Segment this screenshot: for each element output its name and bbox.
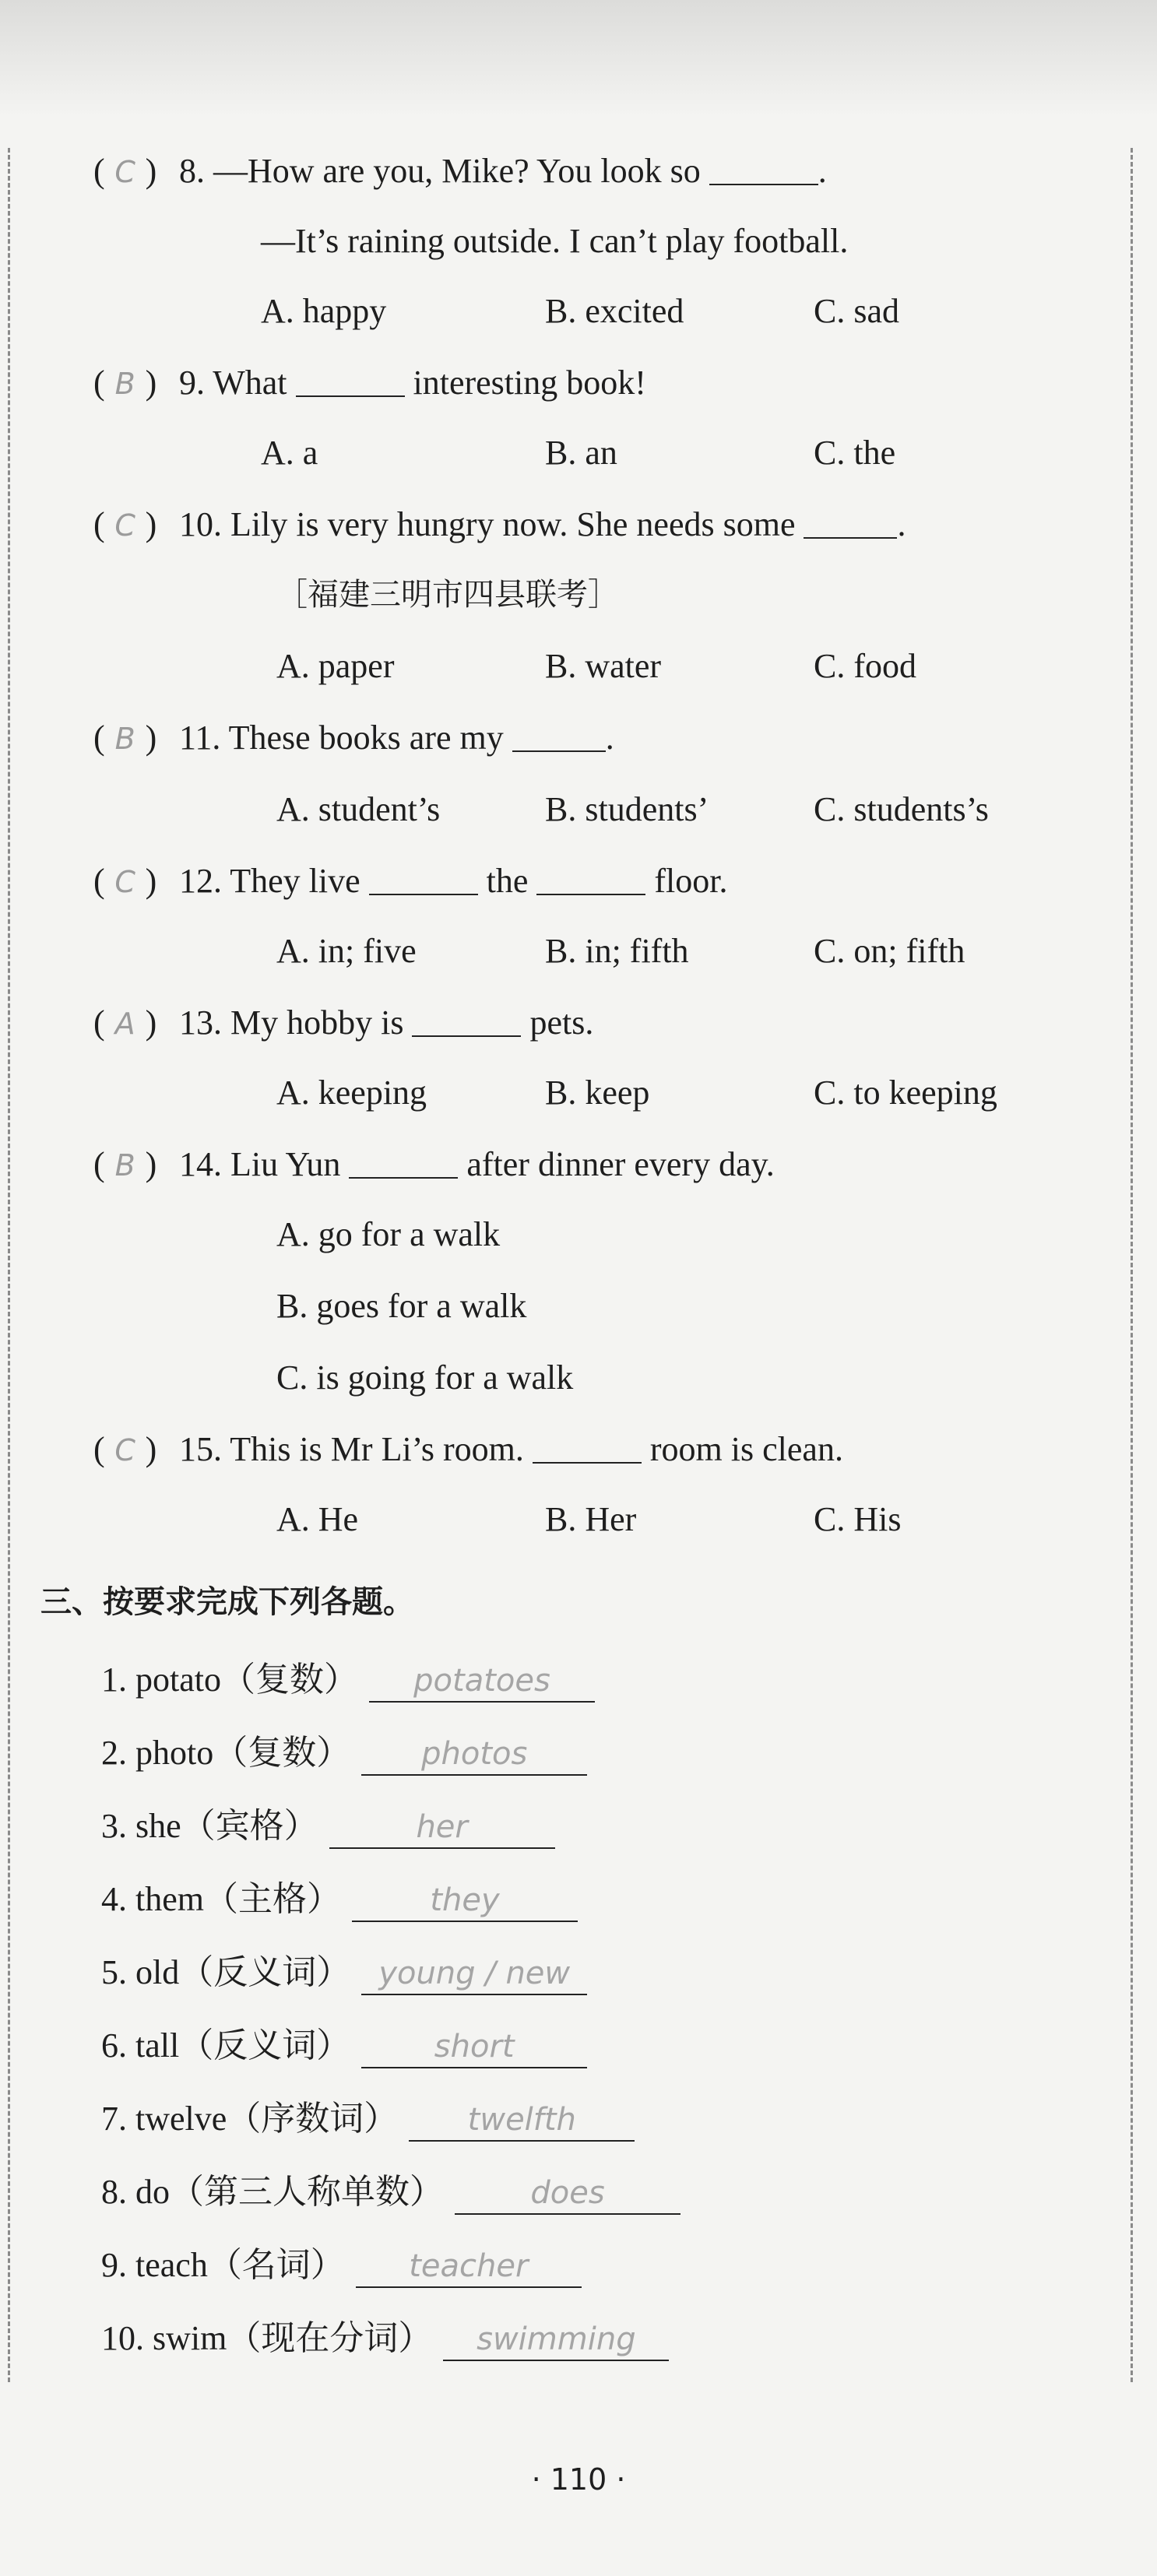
question-stem-end: room is clean. [649, 1430, 843, 1468]
question-stem: What [213, 364, 287, 402]
question-stem: These books are my [228, 719, 504, 757]
handwritten-answer: photos [361, 1734, 587, 1776]
list-item [101, 1949, 587, 1996]
option-b: B. Her [545, 1500, 637, 1538]
question-stem-end: pets. [529, 1003, 594, 1042]
option-a: A. a [261, 434, 318, 472]
blank-line [512, 719, 606, 752]
blank-line [709, 153, 818, 185]
section-title: 三、按要求完成下列各题。 [40, 1584, 414, 1620]
option-b: B. students’ [545, 790, 709, 828]
option-c: C. to keeping [814, 1074, 997, 1112]
list-item [101, 2315, 669, 2362]
answer-bracket: ( A ) [93, 1001, 179, 1046]
handwritten-answer: her [329, 1807, 555, 1849]
answer-mark: B [114, 367, 135, 401]
answer-bracket: ( C ) [93, 503, 179, 547]
blank-line [369, 863, 478, 895]
question-stem: They live [230, 862, 360, 900]
handwritten-answer: does [455, 2173, 680, 2215]
left-binding-line [8, 148, 10, 2382]
option-c: C. food [814, 647, 916, 685]
question-stem: Lily is very hungry now. She needs some [230, 505, 796, 543]
option-b: B. water [545, 647, 662, 685]
option-b: B. keep [545, 1074, 650, 1112]
question-number: 14. [179, 1145, 222, 1183]
question-11 [93, 716, 614, 761]
option-b: B. in; fifth [545, 932, 689, 970]
source-tag: ［福建三明市四县联考］ [276, 577, 619, 613]
item-label: 5. old（反义词） [101, 1953, 351, 1991]
option-c: C. the [814, 434, 896, 472]
item-label: 9. teach（名词） [101, 2246, 345, 2284]
question-stem-end: floor. [654, 862, 728, 900]
list-item [101, 1803, 555, 1850]
option-a: A. student’s [276, 790, 441, 828]
list-item [101, 1876, 578, 1923]
option-c: C. students’s [814, 790, 989, 828]
page-number: · 110 · [531, 2462, 626, 2497]
answer-mark: A [114, 1007, 135, 1041]
question-13 [93, 1001, 593, 1046]
item-label: 8. do（第三人称单数） [101, 2173, 444, 2211]
item-label: 2. photo（复数） [101, 1734, 351, 1772]
item-label: 10. swim（现在分词） [101, 2319, 433, 2357]
option-b: B. excited [545, 292, 684, 330]
answer-bracket: ( B ) [93, 1143, 179, 1187]
handwritten-answer: teacher [356, 2246, 582, 2288]
question-12 [93, 859, 727, 904]
right-binding-line [1131, 148, 1133, 2382]
question-stem: —How are you, Mike? You look so [213, 152, 701, 190]
question-10 [93, 503, 906, 547]
question-stem: This is Mr Li’s room. [230, 1430, 524, 1468]
answer-bracket: ( B ) [93, 361, 179, 406]
answer-mark: C [114, 508, 135, 543]
question-15 [93, 1428, 843, 1472]
question-number: 13. [179, 1003, 222, 1042]
item-label: 3. she（宾格） [101, 1807, 318, 1845]
blank-line [536, 863, 645, 895]
question-number: 8. [179, 152, 205, 190]
handwritten-answer: young / new [361, 1953, 587, 1995]
question-number: 12. [179, 862, 222, 900]
option-a: A. paper [276, 647, 395, 685]
option-a: A. in; five [276, 932, 417, 970]
option-c: C. on; fifth [814, 932, 965, 970]
question-number: 9. [179, 364, 205, 402]
question-number: 10. [179, 505, 222, 543]
handwritten-answer: short [361, 2026, 587, 2068]
answer-mark: C [114, 155, 135, 189]
option-a: A. happy [261, 292, 387, 330]
question-stem: Liu Yun [230, 1145, 341, 1183]
question-stem-end: . [818, 152, 827, 190]
handwritten-answer: they [352, 1880, 578, 1922]
list-item [101, 2169, 680, 2216]
answer-mark: B [114, 1148, 135, 1183]
option-a: A. He [276, 1500, 359, 1538]
question-stem-end: after dinner every day. [466, 1145, 775, 1183]
list-item [101, 2242, 582, 2289]
option-a: A. keeping [276, 1074, 427, 1112]
question-9 [93, 361, 646, 406]
handwritten-answer: twelfth [409, 2100, 635, 2142]
list-item [101, 2096, 635, 2142]
answer-mark: B [114, 722, 135, 756]
answer-mark: C [114, 1433, 135, 1467]
item-label: 7. twelve（序数词） [101, 2100, 399, 2138]
question-stem-end: . [897, 505, 906, 543]
option-a: A. go for a walk [276, 1215, 501, 1253]
question-14 [93, 1143, 775, 1187]
option-c: C. sad [814, 292, 899, 330]
blank-line [412, 1004, 521, 1037]
question-number: 15. [179, 1430, 222, 1468]
question-stem-end: . [605, 719, 614, 757]
blank-line [533, 1431, 642, 1464]
option-b: B. an [545, 434, 617, 472]
question-number: 11. [179, 719, 221, 757]
answer-bracket: ( C ) [93, 859, 179, 904]
answer-mark: C [114, 865, 135, 899]
answer-bracket: ( C ) [93, 1428, 179, 1472]
question-8 [93, 149, 827, 194]
blank-line [804, 506, 897, 539]
answer-bracket: ( B ) [93, 716, 179, 761]
item-label: 4. them（主格） [101, 1880, 341, 1918]
list-item [101, 2022, 587, 2069]
item-label: 1. potato（复数） [101, 1661, 358, 1699]
question-stem-end: interesting book! [413, 364, 646, 402]
list-item [101, 1730, 587, 1776]
item-label: 6. tall（反义词） [101, 2026, 351, 2065]
handwritten-answer: potatoes [369, 1661, 595, 1703]
handwritten-answer: swimming [443, 2319, 669, 2361]
option-c: C. His [814, 1500, 902, 1538]
option-b: B. goes for a walk [276, 1287, 527, 1325]
answer-bracket: ( C ) [93, 149, 179, 194]
page-top-shadow [0, 0, 1157, 117]
list-item [101, 1657, 595, 1703]
option-c: C. is going for a walk [276, 1358, 574, 1397]
question-stem-mid: the [486, 862, 529, 900]
question-stem: My hobby is [230, 1003, 404, 1042]
question-8-reply: —It’s raining outside. I can’t play football. [261, 222, 849, 260]
blank-line [296, 364, 405, 397]
blank-line [349, 1146, 458, 1179]
